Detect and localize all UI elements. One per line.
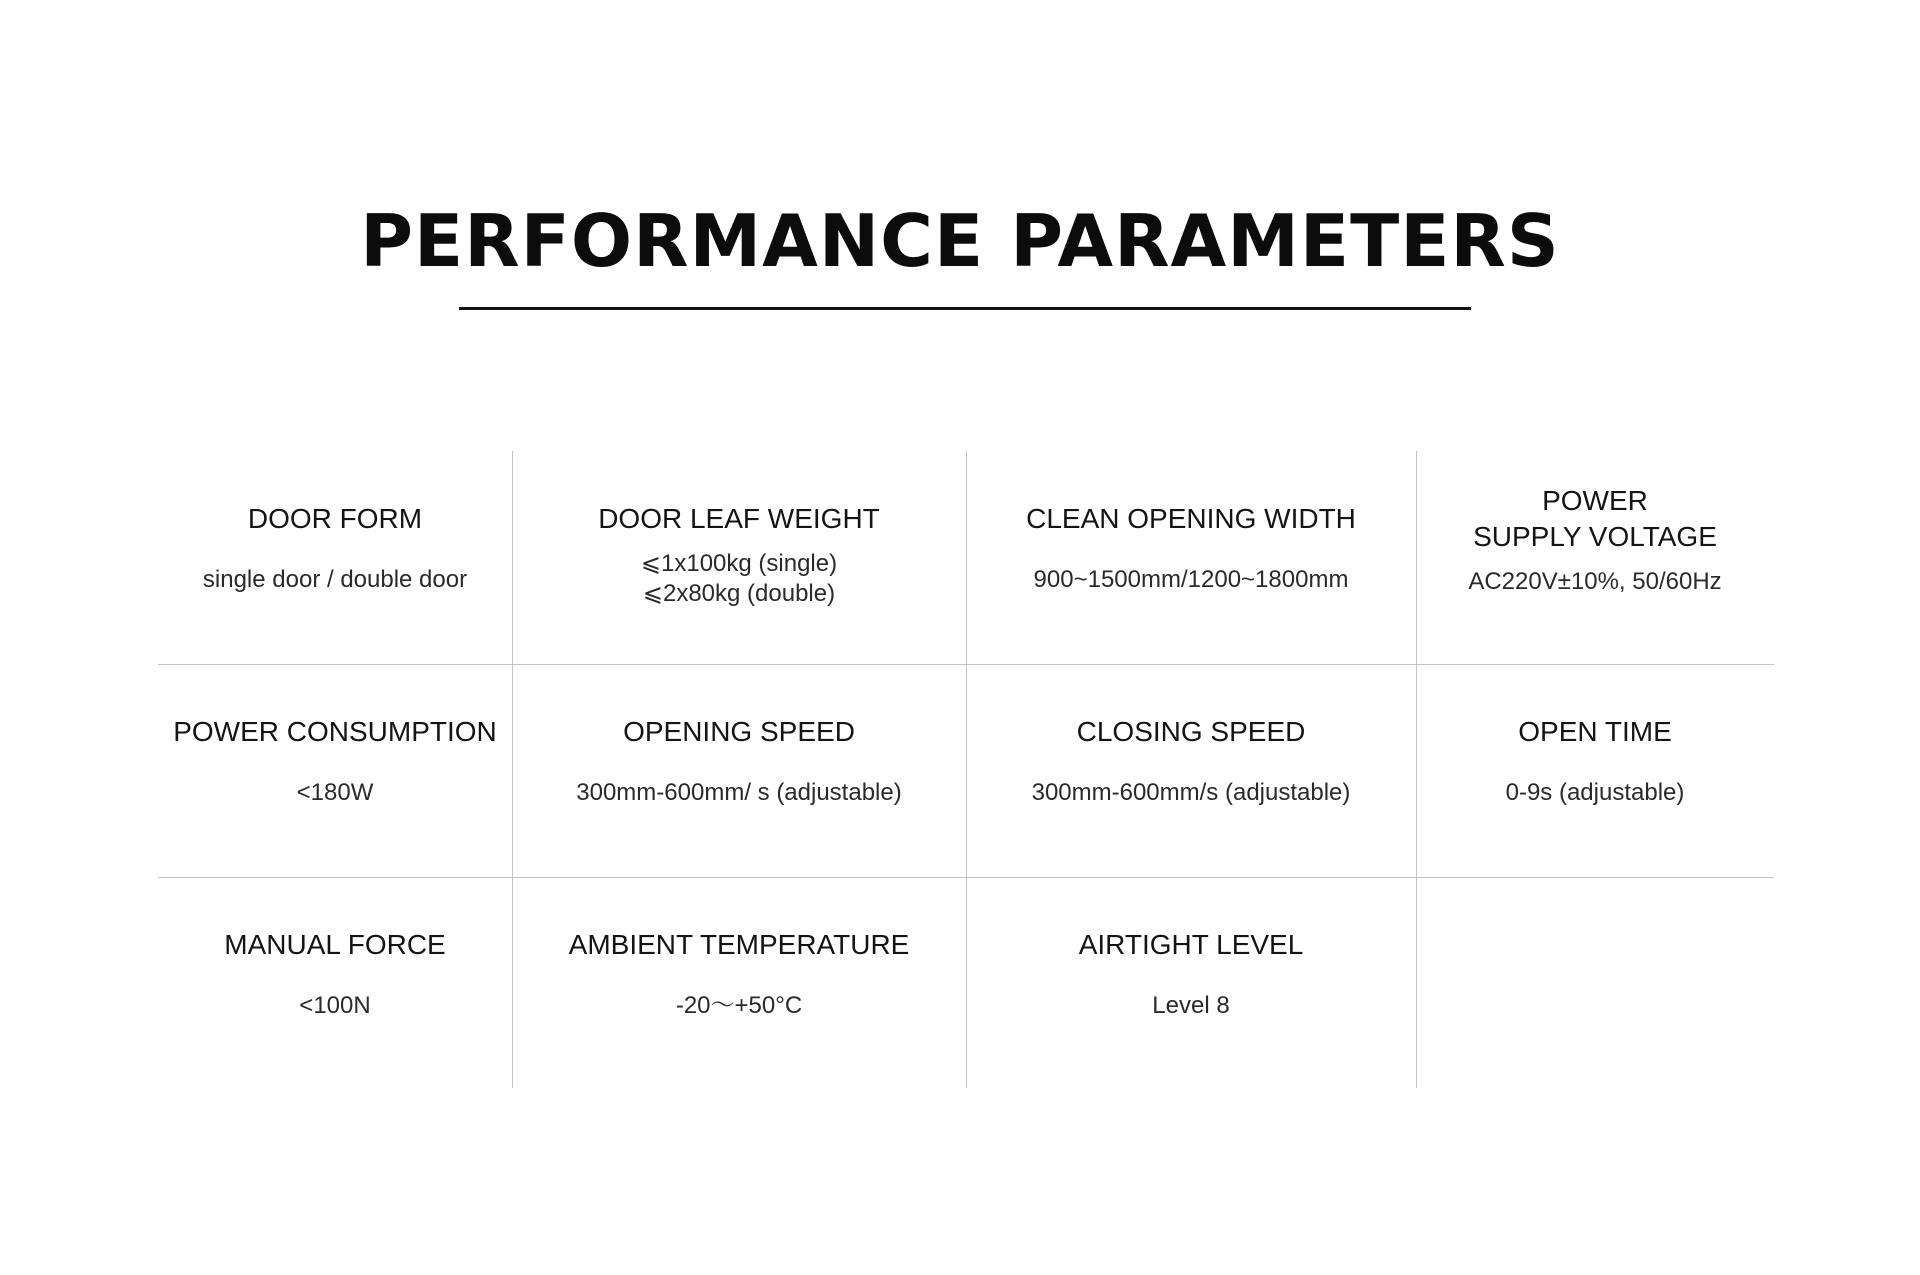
param-value: <180W xyxy=(296,779,374,806)
param-value: <100N xyxy=(299,992,371,1019)
param-label: DOOR FORM xyxy=(247,503,423,534)
param-label: OPENING SPEED xyxy=(623,716,855,747)
param-cell-power-supply-voltage xyxy=(1416,451,1774,664)
param-label: CLEAN OPENING WIDTH xyxy=(1026,503,1356,534)
param-value: Level 8 xyxy=(1152,992,1230,1019)
param-value: 300mm-600mm/s (adjustable) xyxy=(1031,779,1351,806)
param-value: AC220V±10%, 50/60Hz xyxy=(1468,568,1722,595)
param-value: 0-9s (adjustable) xyxy=(1505,779,1685,806)
param-label: POWER CONSUMPTION xyxy=(173,716,497,747)
param-cell-empty xyxy=(1416,877,1774,1088)
param-cell-opening-speed xyxy=(512,664,966,877)
param-value: -20〜+50°C xyxy=(675,992,803,1019)
page-title: PERFORMANCE PARAMETERS xyxy=(360,199,1560,283)
param-cell-power-consumption xyxy=(158,664,512,877)
param-cell-closing-speed xyxy=(966,664,1416,877)
param-label: AMBIENT TEMPERATURE xyxy=(568,929,910,960)
title-underline xyxy=(459,307,1471,310)
param-value: 300mm-600mm/ s (adjustable) xyxy=(576,779,902,806)
param-cell-manual-force xyxy=(158,877,512,1088)
param-label: MANUAL FORCE xyxy=(224,929,446,960)
param-cell-open-time xyxy=(1416,664,1774,877)
param-label: CLOSING SPEED xyxy=(1076,716,1306,747)
param-cell-ambient-temperature xyxy=(512,877,966,1088)
param-value: single door / double door xyxy=(202,566,468,593)
parameters-grid xyxy=(158,451,1774,1088)
param-label: POWER SUPPLY VOLTAGE xyxy=(1473,485,1717,552)
param-label: OPEN TIME xyxy=(1518,716,1672,747)
param-cell-door-form xyxy=(158,451,512,664)
param-label: AIRTIGHT LEVEL xyxy=(1078,929,1304,960)
param-cell-clean-opening-width xyxy=(966,451,1416,664)
param-label: DOOR LEAF WEIGHT xyxy=(598,503,880,534)
param-value: ⩽1x100kg (single) ⩽2x80kg (double) xyxy=(640,550,838,607)
param-value: 900~1500mm/1200~1800mm xyxy=(1033,566,1349,593)
param-cell-door-leaf-weight xyxy=(512,451,966,664)
param-cell-airtight-level xyxy=(966,877,1416,1088)
